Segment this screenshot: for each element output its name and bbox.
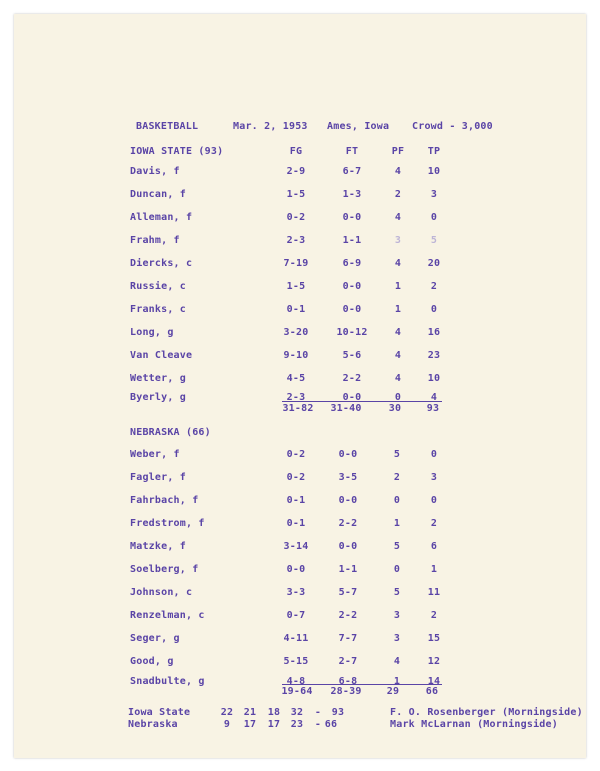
column-header-tp: TP (427, 146, 441, 157)
team-iowa-state-title: IOWA STATE (93) (130, 146, 224, 157)
score-period: 32 (290, 707, 304, 718)
player-ft: 1-1 (338, 564, 358, 575)
player-fg: 0-2 (286, 472, 306, 483)
total-ft: 28-39 (330, 686, 362, 697)
player-fg: 0-1 (286, 518, 306, 529)
totals-rule-nebraska (282, 684, 442, 685)
player-ft: 1-3 (342, 189, 362, 200)
player-pf: 0 (393, 495, 401, 506)
player-ft: 0-0 (342, 281, 362, 292)
player-pf: 4 (394, 166, 402, 177)
total-ft: 31-40 (330, 403, 362, 414)
player-fg: 1-5 (286, 189, 306, 200)
player-name: Alleman, f (130, 212, 193, 223)
player-tp: 14 (427, 676, 441, 687)
score-final: 93 (331, 707, 345, 718)
total-fg: 31-82 (282, 403, 314, 414)
player-fg: 2-3 (286, 392, 306, 403)
column-header-pf: PF (391, 146, 405, 157)
player-pf: 0 (393, 564, 401, 575)
player-ft: 6-7 (342, 166, 362, 177)
score-dash: - (314, 707, 322, 718)
total-pf: 30 (388, 403, 402, 414)
player-ft: 6-8 (338, 676, 358, 687)
player-name: Seger, g (130, 633, 180, 644)
player-name: Snadbulte, g (130, 676, 205, 687)
player-name: Davis, f (130, 166, 180, 177)
player-tp: 16 (427, 327, 441, 338)
player-tp: 10 (427, 373, 441, 384)
player-tp: 12 (427, 656, 441, 667)
player-pf: 4 (394, 327, 402, 338)
score-period: 17 (267, 719, 281, 730)
player-pf: 3 (393, 610, 401, 621)
player-ft: 5-6 (342, 350, 362, 361)
player-pf: 5 (393, 449, 401, 460)
score-period: 21 (243, 707, 257, 718)
player-pf: 5 (393, 587, 401, 598)
player-tp: 0 (430, 449, 438, 460)
player-name: Byerly, g (130, 392, 186, 403)
player-name: Long, g (130, 327, 174, 338)
player-ft: 0-0 (342, 392, 362, 403)
player-fg: 2-3 (286, 235, 306, 246)
player-fg: 1-5 (286, 281, 306, 292)
player-name: Diercks, c (130, 258, 193, 269)
header-crowd: Crowd - 3,000 (412, 121, 493, 132)
player-tp: 6 (430, 541, 438, 552)
player-ft: 0-0 (342, 212, 362, 223)
score-dash: - (314, 719, 322, 730)
player-fg: 5-15 (283, 656, 309, 667)
score-team: Nebraska (128, 719, 178, 730)
player-fg: 3-20 (283, 327, 309, 338)
player-ft: 2-2 (338, 610, 358, 621)
score-period: 22 (220, 707, 234, 718)
player-tp: 1 (430, 564, 438, 575)
player-ft: 3-5 (338, 472, 358, 483)
player-fg: 9-10 (283, 350, 309, 361)
official-name: F. O. Rosenberger (Morningside) (390, 707, 583, 718)
player-name: Russie, c (130, 281, 186, 292)
player-ft: 0-0 (338, 495, 358, 506)
player-tp: 2 (430, 518, 438, 529)
total-tp: 66 (425, 686, 439, 697)
player-name: Renzelman, c (130, 610, 205, 621)
player-tp: 20 (427, 258, 441, 269)
player-tp: 0 (430, 304, 438, 315)
player-fg: 0-1 (286, 304, 306, 315)
header-location: Ames, Iowa (327, 121, 390, 132)
player-fg: 7-19 (283, 258, 309, 269)
score-period: 18 (267, 707, 281, 718)
player-pf: 1 (394, 304, 402, 315)
player-name: Wetter, g (130, 373, 186, 384)
player-name: Fredstrom, f (130, 518, 205, 529)
player-tp: 2 (430, 610, 438, 621)
player-pf: 2 (394, 189, 402, 200)
player-pf: 4 (393, 656, 401, 667)
player-fg: 2-9 (286, 166, 306, 177)
column-header-fg: FG (289, 146, 303, 157)
player-name: Soelberg, f (130, 564, 199, 575)
player-ft: 2-2 (342, 373, 362, 384)
player-fg: 0-7 (286, 610, 306, 621)
player-fg: 0-2 (286, 212, 306, 223)
player-fg: 4-11 (283, 633, 309, 644)
player-name: Johnson, c (130, 587, 193, 598)
header-date: Mar. 2, 1953 (233, 121, 308, 132)
player-tp: 0 (430, 495, 438, 506)
team-nebraska-title: NEBRASKA (66) (130, 427, 211, 438)
player-fg: 4-8 (286, 676, 306, 687)
total-tp: 93 (426, 403, 440, 414)
score-final: 66 (324, 719, 338, 730)
score-period: 17 (243, 719, 257, 730)
player-tp: 3 (430, 472, 438, 483)
player-fg: 3-3 (286, 587, 306, 598)
player-tp: 23 (427, 350, 441, 361)
player-fg: 0-0 (286, 564, 306, 575)
score-period: 23 (290, 719, 304, 730)
player-ft: 1-1 (342, 235, 362, 246)
player-name: Van Cleave (130, 350, 193, 361)
player-pf: 1 (393, 676, 401, 687)
player-pf: 4 (394, 350, 402, 361)
player-name: Good, g (130, 656, 174, 667)
player-tp: 10 (427, 166, 441, 177)
player-pf: 1 (393, 518, 401, 529)
player-fg: 0-2 (286, 449, 306, 460)
player-pf: 2 (393, 472, 401, 483)
player-ft: 7-7 (338, 633, 358, 644)
total-pf: 29 (386, 686, 400, 697)
player-tp: 5 (430, 235, 438, 246)
player-ft: 0-0 (338, 541, 358, 552)
player-fg: 4-5 (286, 373, 306, 384)
player-tp: 4 (430, 392, 438, 403)
player-pf: 4 (394, 212, 402, 223)
player-ft: 0-0 (338, 449, 358, 460)
player-name: Matzke, f (130, 541, 186, 552)
player-tp: 15 (427, 633, 441, 644)
header-sport: BASKETBALL (136, 121, 199, 132)
player-pf: 1 (394, 281, 402, 292)
totals-rule-iowa-state (282, 401, 442, 402)
official-name: Mark McLarnan (Morningside) (390, 719, 558, 730)
player-name: Weber, f (130, 449, 180, 460)
score-period: 9 (223, 719, 231, 730)
player-tp: 11 (427, 587, 441, 598)
player-fg: 3-14 (283, 541, 309, 552)
player-pf: 4 (394, 258, 402, 269)
player-tp: 2 (430, 281, 438, 292)
player-ft: 6-9 (342, 258, 362, 269)
player-ft: 2-7 (338, 656, 358, 667)
player-pf: 3 (394, 235, 402, 246)
player-pf: 0 (394, 392, 402, 403)
score-team: Iowa State (128, 707, 191, 718)
player-tp: 0 (430, 212, 438, 223)
player-ft: 10-12 (336, 327, 368, 338)
player-name: Franks, c (130, 304, 186, 315)
player-name: Fagler, f (130, 472, 186, 483)
player-ft: 0-0 (342, 304, 362, 315)
player-name: Duncan, f (130, 189, 186, 200)
player-tp: 3 (430, 189, 438, 200)
player-ft: 2-2 (338, 518, 358, 529)
player-pf: 4 (394, 373, 402, 384)
player-ft: 5-7 (338, 587, 358, 598)
player-fg: 0-1 (286, 495, 306, 506)
player-pf: 5 (393, 541, 401, 552)
total-fg: 19-64 (281, 686, 313, 697)
player-pf: 3 (393, 633, 401, 644)
player-name: Frahm, f (130, 235, 180, 246)
player-name: Fahrbach, f (130, 495, 199, 506)
column-header-ft: FT (345, 146, 359, 157)
